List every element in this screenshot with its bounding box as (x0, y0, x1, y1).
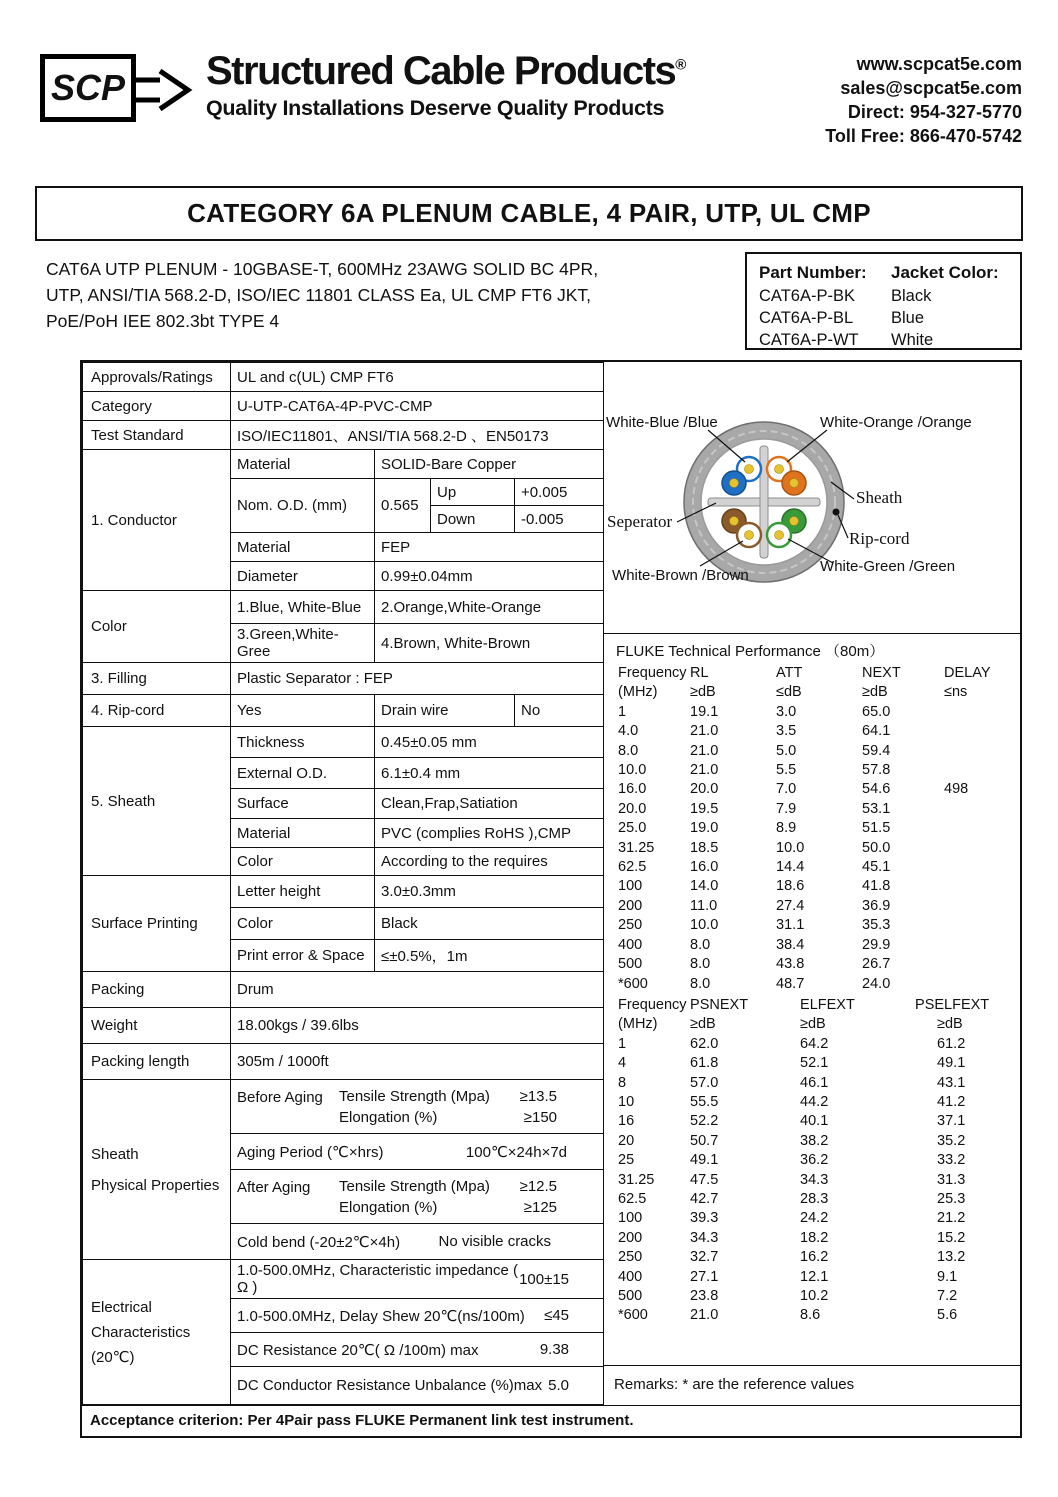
spec-sub-label: External O.D. (231, 758, 375, 789)
fluke-data-row: 8.0 21.0 5.0 59.4 (618, 742, 891, 759)
part-number-headers (759, 261, 1008, 285)
after-aging-label: After Aging (237, 1178, 311, 1196)
spec-sub-label: Material (231, 450, 375, 479)
fluke-table1-units: (MHz) ≥dB ≤dB ≥dB ≤ns (618, 684, 968, 701)
part-number-box (745, 252, 1022, 350)
fluke-data-row: 400 8.0 38.4 29.9 (618, 936, 891, 953)
email-link: sales@scpcat5e.com (840, 78, 1022, 99)
fluke-data-row: 62.5 42.7 28.3 25.3 (618, 1190, 966, 1207)
cable-cross-section (604, 362, 1025, 634)
before-aging-cell: Before Aging Tensile Strength (Mpa) ≥13.5 Elongation (%) ≥150 (231, 1080, 604, 1134)
right-panel (604, 362, 1020, 1405)
label-white-orange: White-Orange /Orange (820, 414, 972, 431)
spec-sub-label: Letter height (231, 876, 375, 908)
delay-skew-cell: 1.0-500.0MHz, Delay Shew 20℃(ns/100m) ≤45 (231, 1299, 604, 1333)
spec-label-cell: Sheath Physical Properties (83, 1080, 231, 1260)
spec-value-cell: 3.Green,White-Gree (231, 624, 375, 663)
spec-value-cell: FEP (375, 533, 604, 562)
spec-value-cell: PVC (complies RoHS ),CMP (375, 819, 604, 848)
description-line: UTP, ANSI/TIA 568.2-D, ISO/IEC 11801 CLASS Ea, UL CMP FT6 JKT, (46, 285, 591, 305)
row-sheath-thickness (83, 727, 604, 758)
row-ripcord (83, 695, 604, 727)
row-impedance (83, 1260, 604, 1299)
row-category (83, 392, 604, 421)
fluke-data-row: 4.0 21.0 3.5 64.1 (618, 723, 891, 740)
spec-sub-label: Material (231, 819, 375, 848)
fluke-data-row: 200 34.3 18.2 15.2 (618, 1229, 966, 1246)
fluke-table-2 (614, 996, 1020, 1326)
spec-value-cell: +0.005 (515, 479, 604, 506)
fluke-data-row: 10.0 21.0 5.5 57.8 (618, 762, 891, 779)
spec-label-cell: 1. Conductor (83, 450, 231, 591)
fluke-data-row: 1 62.0 64.2 61.2 (618, 1035, 966, 1052)
spec-label-cell: 5. Sheath (83, 727, 231, 876)
spec-label-cell: 4. Rip-cord (83, 695, 231, 727)
spec-label-cell: Color (83, 591, 231, 663)
dc-unbalance-cell: DC Conductor Resistance Unbalance (%)max 5.0 (231, 1367, 604, 1405)
fluke-title: FLUKE Technical Performance （80m） (616, 643, 885, 660)
fluke-data-row: 20 50.7 38.2 35.2 (618, 1132, 966, 1149)
spec-sub-label: Color (231, 848, 375, 876)
spec-value-cell: 0.565 (375, 479, 431, 533)
fluke-data-row: 500 23.8 10.2 7.2 (618, 1288, 958, 1304)
spec-label-cell: Weight (83, 1008, 231, 1044)
ripcord-dot (833, 509, 840, 516)
spec-label-cell: Electrical Characteristics (20℃) (83, 1260, 231, 1405)
fluke-table2-body (614, 1035, 1020, 1326)
acceptance-criterion: Acceptance criterion: Per 4Pair pass FLUKE Permanent link test instrument. (82, 1405, 1020, 1436)
fluke-data-row: 10 55.5 44.2 41.2 (618, 1093, 966, 1110)
fluke-data-row: 100 39.3 24.2 21.2 (618, 1210, 966, 1227)
brand-block (206, 50, 685, 121)
dc-resistance-cell: DC Resistance 20℃( Ω /100m) max 9.38 (231, 1333, 604, 1367)
fluke-data-row: 31.25 18.5 10.0 50.0 (618, 839, 891, 856)
fluke-data-row: 400 27.1 12.1 9.1 (618, 1268, 958, 1285)
row-test-standard (83, 421, 604, 450)
cold-bend-cell: Cold bend (-20±2℃×4h) No visible cracks (231, 1224, 604, 1260)
spec-value-cell: 18.00kgs / 39.6lbs (231, 1008, 604, 1044)
description-line: CAT6A UTP PLENUM - 10GBASE-T, 600MHz 23AWG SOLID BC 4PR, (46, 259, 599, 279)
scp-logo (40, 54, 192, 134)
row-weight (83, 1008, 604, 1044)
spec-value-cell: 3.0±0.3mm (375, 876, 604, 908)
page-title: CATEGORY 6A PLENUM CABLE, 4 PAIR, UTP, UL CMP (35, 186, 1023, 241)
fluke-data-row: 1 19.1 3.0 65.0 (618, 703, 891, 720)
spec-value-cell: U-UTP-CAT6A-4P-PVC-CMP (231, 392, 604, 421)
fluke-table-1 (614, 664, 1020, 994)
fluke-data-row: 62.5 16.0 14.4 45.1 (618, 859, 891, 876)
spec-value-cell: 1.Blue, White-Blue (231, 591, 375, 624)
spec-table (82, 362, 604, 1405)
spec-label-cell: 3. Filling (83, 663, 231, 695)
row-before-aging (83, 1080, 604, 1134)
spec-value-cell: 6.1±0.4 mm (375, 758, 604, 789)
brand-name: Structured Cable Products® (206, 49, 685, 93)
spec-sub-label: Drain wire (375, 695, 515, 727)
spec-label-cell: Packing (83, 972, 231, 1008)
label-ripcord: Rip-cord (849, 529, 910, 548)
spec-label-cell: Surface Printing (83, 876, 231, 972)
jacket-color-header: Jacket Color: (891, 263, 999, 282)
after-aging-cell: After Aging Tensile Strength (Mpa) ≥12.5 Elongation (%) ≥125 (231, 1170, 604, 1224)
spec-value-cell: 305m / 1000ft (231, 1044, 604, 1080)
spec-label-cell: Category (83, 392, 231, 421)
row-packing-length (83, 1044, 604, 1080)
fluke-data-row: 500 8.0 43.8 26.7 (618, 956, 891, 973)
fluke-table1-body (614, 703, 1020, 994)
remarks: Remarks: * are the reference values (604, 1365, 1020, 1405)
spec-value-cell: 0.45±0.05 mm (375, 727, 604, 758)
fluke-data-row: 250 10.0 31.1 35.3 (618, 917, 891, 934)
fluke-table2-header: Frequency PSNEXT ELFEXT PSELFEXT (618, 996, 990, 1013)
before-aging-label: Before Aging (237, 1088, 323, 1106)
spec-value-cell: 0.99±0.04mm (375, 562, 604, 591)
spec-sub-label: Up (431, 479, 515, 506)
impedance-cell: 1.0-500.0MHz, Characteristic impedance ( Ω ) 100±15 (231, 1260, 604, 1299)
spec-sub-label: Print error & Space (231, 940, 375, 972)
direct-phone: Direct: 954-327-5770 (847, 102, 1022, 123)
spec-sub-label: Thickness (231, 727, 375, 758)
label-white-blue: White-Blue /Blue (606, 414, 718, 431)
fluke-data-row: 25 49.1 36.2 33.2 (618, 1152, 966, 1169)
fluke-table2-units: (MHz) ≥dB ≥dB ≥dB (618, 1016, 963, 1033)
spec-value-cell: 2.Orange,White-Orange (375, 591, 604, 624)
scp-logo-text: SCP (50, 67, 126, 108)
spec-sub-label: Down (431, 506, 515, 533)
spec-sub-label: Nom. O.D. (mm) (231, 479, 375, 533)
spec-value-cell: SOLID-Bare Copper (375, 450, 604, 479)
fluke-table1-header: Frequency RL ATT NEXT DELAY (618, 665, 991, 681)
fluke-data-row: 16 52.2 40.1 37.1 (618, 1113, 966, 1130)
spec-value-cell: Drum (231, 972, 604, 1008)
part-number-row: CAT6A-P-WT White (759, 331, 934, 349)
spec-sub-label: Diameter (231, 562, 375, 591)
fluke-data-row: 100 14.0 18.6 41.8 (618, 878, 891, 895)
label-white-brown: White-Brown /Brown (612, 567, 749, 584)
fluke-data-row: 25.0 19.0 8.9 51.5 (618, 820, 891, 837)
fluke-data-row: 20.0 19.5 7.9 53.1 (618, 800, 891, 817)
registered-mark: ® (675, 56, 685, 74)
product-description (46, 256, 726, 334)
spec-value-cell: No (515, 695, 604, 727)
spec-sub-label: Surface (231, 789, 375, 819)
fluke-data-row: 4 61.8 52.1 49.1 (618, 1055, 966, 1072)
spec-value-cell: According to the requires (375, 848, 604, 876)
aging-period-cell: Aging Period (℃×hrs) 100℃×24h×7d (231, 1134, 604, 1170)
main-content-box (80, 360, 1022, 1438)
spec-label-cell: Approvals/Ratings (83, 363, 231, 392)
spec-value-cell: 4.Brown, White-Brown (375, 624, 604, 663)
spec-label-cell: Packing length (83, 1044, 231, 1080)
spec-value-cell: Yes (231, 695, 375, 727)
spec-value-cell: -0.005 (515, 506, 604, 533)
spec-value-cell: Clean,Frap,Satiation (375, 789, 604, 819)
fluke-section (604, 634, 1020, 1326)
row-approvals (83, 363, 604, 392)
part-number-row: CAT6A-P-BL Blue (759, 309, 925, 327)
spec-value-cell: UL and c(UL) CMP FT6 (231, 363, 604, 392)
logo-arrow-icon (134, 67, 194, 113)
row-color-1 (83, 591, 604, 624)
spec-label-cell: Test Standard (83, 421, 231, 450)
fluke-data-row: 16.0 20.0 7.0 54.6 498 (618, 781, 969, 798)
fluke-data-row: *600 8.0 48.7 24.0 (618, 975, 891, 992)
row-packing (83, 972, 604, 1008)
label-sheath: Sheath (856, 488, 903, 507)
spec-sub-label: Material (231, 533, 375, 562)
scp-logo-box (40, 54, 136, 122)
header (40, 50, 1022, 148)
tollfree-phone: Toll Free: 866-470-5742 (825, 126, 1022, 147)
spec-value-cell: Plastic Separator : FEP (231, 663, 604, 695)
label-white-green: White-Green /Green (820, 558, 956, 575)
spec-value-cell: ISO/IEC11801、ANSI/TIA 568.2-D 、EN50173 (231, 421, 604, 450)
part-number-header: Part Number: (759, 263, 867, 282)
part-number-row: CAT6A-P-BK Black (759, 287, 932, 305)
label-separator: Seperator (607, 512, 673, 531)
fluke-data-row: *600 21.0 8.6 5.6 (618, 1307, 958, 1324)
fluke-data-row: 31.25 47.5 34.3 31.3 (618, 1171, 966, 1188)
fluke-data-row: 8 57.0 46.1 43.1 (618, 1074, 966, 1091)
row-print-letter-height (83, 876, 604, 908)
spec-sub-label: Color (231, 908, 375, 940)
cable-diagram (604, 362, 1020, 634)
description-line: PoE/PoH IEE 802.3bt TYPE 4 (46, 311, 280, 331)
fluke-data-row: 200 11.0 27.4 36.9 (618, 897, 891, 914)
fluke-data-row: 250 32.7 16.2 13.2 (618, 1249, 966, 1266)
brand-tagline: Quality Installations Deserve Quality Products (206, 96, 665, 121)
spec-value-cell: ≤±0.5%，1m (375, 940, 604, 972)
website-link: www.scpcat5e.com (856, 54, 1022, 74)
row-filling (83, 663, 604, 695)
spec-value-cell: Black (375, 908, 604, 940)
row-conductor-material (83, 450, 604, 479)
contact-info (825, 50, 1022, 148)
